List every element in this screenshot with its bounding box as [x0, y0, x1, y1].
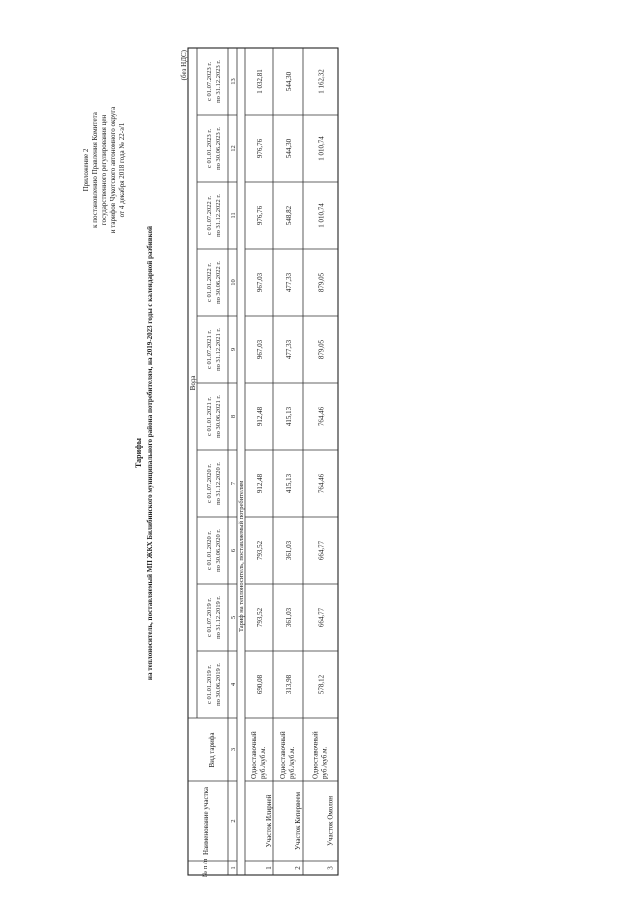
tariff-value: 793,52 — [256, 607, 264, 628]
period-start-6: с 01.07.2021 г. — [206, 330, 213, 369]
period-start-4: с 01.07.2020 г. — [206, 464, 213, 503]
row-number: 3 — [326, 866, 335, 870]
appendix-line-4: и тарифов Чукотского автономного округа — [109, 106, 117, 234]
tariff-value: 415,13 — [285, 473, 293, 494]
table-body — [250, 69, 335, 870]
tariff-type: Одноставочный — [279, 731, 287, 779]
appendix-line-1: Приложение 2 — [82, 148, 90, 192]
tariff-value: 967,03 — [256, 339, 264, 360]
period-start-9: с 01.01.2023 г. — [206, 129, 213, 168]
vat-note: (без НДС) — [180, 50, 188, 81]
row-number: 1 — [265, 866, 273, 870]
column-number-12: 12 — [230, 145, 237, 152]
tariff-value: 1 010,74 — [317, 136, 326, 161]
tariff-value: 690,08 — [256, 674, 264, 695]
column-number-2: 2 — [230, 819, 237, 823]
tariff-type: Одноставочный — [250, 731, 258, 779]
period-end-7: по 30.06.2022 г. — [215, 261, 222, 304]
tariff-value: 477,33 — [285, 339, 293, 360]
tariff-value: 912,48 — [256, 473, 264, 494]
tariff-type: Одноставочный — [311, 731, 320, 779]
tariff-value: 415,13 — [285, 406, 293, 427]
column-number-5: 5 — [230, 615, 237, 620]
period-end-4: по 31.12.2020 г. — [215, 462, 222, 505]
period-start-7: с 01.01.2022 г. — [206, 263, 213, 302]
period-end-8: по 31.12.2022 г. — [215, 194, 222, 237]
site-name: Участок Омолон — [326, 796, 335, 846]
document-title: Тарифы — [134, 438, 143, 468]
header-site-line-1: Наименование участка — [202, 786, 210, 856]
column-number-9: 9 — [230, 347, 237, 352]
tariff-unit: руб./куб.м. — [259, 746, 267, 779]
column-number-4: 4 — [230, 682, 237, 687]
tariff-value: 879,05 — [317, 339, 326, 360]
tariff-value: 544,30 — [285, 71, 293, 92]
appendix-line-5: от 4 декабря 2018 года № 22-з/1 — [118, 122, 126, 218]
table-row — [279, 71, 302, 869]
period-end-6: по 31.12.2021 г. — [215, 328, 222, 371]
table-row — [312, 69, 335, 870]
period-end-10: по 31.12.2023 г. — [215, 60, 222, 103]
period-start-2: с 01.07.2019 г. — [206, 598, 213, 637]
site-name: Участок Илирней — [265, 794, 273, 848]
site-name: Участок Кепервеем — [294, 791, 302, 851]
column-number-13: 13 — [230, 78, 237, 85]
period-end-9: по 30.06.2023 г. — [215, 127, 222, 170]
column-number-7: 7 — [230, 481, 237, 486]
column-number-10: 10 — [230, 279, 237, 286]
column-number-8: 8 — [230, 414, 237, 419]
period-start-1: с 01.01.2019 г. — [206, 665, 213, 704]
tariff-value: 1 032,81 — [256, 69, 264, 94]
document-subtitle: на теплоноситель, поставляемый МП ЖКХ Билибинского муниципального района потребителям, на 2019-2023 годы с календарной разбивкой — [146, 225, 154, 681]
appendix-line-2: к постановлению Правления Комитета — [91, 112, 99, 228]
tariff-value: 793,52 — [256, 540, 264, 561]
table-row — [250, 69, 273, 870]
column-numbers — [230, 78, 237, 869]
tariff-value: 764,46 — [317, 473, 326, 494]
period-end-2: по 31.12.2019 г. — [215, 596, 222, 639]
tariff-value: 578,12 — [317, 674, 326, 695]
tariff-value: 361,03 — [285, 540, 293, 561]
tariff-unit: руб./куб.м. — [288, 746, 296, 779]
header-type: Вид тарифа — [208, 732, 216, 768]
tariff-value: 976,76 — [256, 138, 264, 159]
tariff-value: 1 010,74 — [317, 203, 326, 228]
column-number-6: 6 — [230, 548, 237, 553]
tariff-value: 879,05 — [317, 272, 326, 293]
tariff-value: 548,82 — [285, 205, 293, 226]
tariff-value: 976,76 — [256, 205, 264, 226]
tariff-value: 361,03 — [285, 607, 293, 628]
period-start-8: с 01.07.2022 г. — [206, 196, 213, 235]
header-num: № п /п — [202, 858, 209, 878]
period-start-5: с 01.01.2021 г. — [206, 397, 213, 436]
appendix-line-3: государственного регулирования цен — [100, 114, 108, 226]
header-group-water: Вода — [189, 375, 197, 391]
tariff-value: 1 162,32 — [317, 69, 326, 94]
tariff-value: 544,30 — [285, 138, 293, 159]
tariff-value: 477,33 — [285, 272, 293, 293]
tariff-unit: руб./куб.м. — [320, 746, 329, 779]
column-number-11: 11 — [230, 212, 237, 219]
section-label: Тариф на теплоноситель, поставляемый потребителям — [238, 480, 245, 632]
tariff-value: 967,03 — [256, 272, 264, 293]
column-number-3: 3 — [230, 747, 237, 752]
appendix-block — [82, 106, 126, 233]
column-number-1: 1 — [230, 866, 237, 870]
period-end-3: по 30.06.2020 г. — [215, 529, 222, 572]
tariff-value: 912,48 — [256, 406, 264, 427]
period-start-3: с 01.01.2020 г. — [206, 531, 213, 570]
tariff-value: 664,77 — [317, 607, 326, 628]
row-number: 2 — [294, 866, 302, 870]
period-end-5: по 30.06.2021 г. — [215, 395, 222, 438]
tariff-value: 313,98 — [285, 674, 293, 695]
period-start-10: с 01.07.2023 г. — [206, 62, 213, 101]
period-end-1: по 30.06.2019 г. — [215, 663, 222, 706]
tariff-value: 764,46 — [317, 406, 326, 427]
tariff-value: 664,77 — [317, 540, 326, 561]
